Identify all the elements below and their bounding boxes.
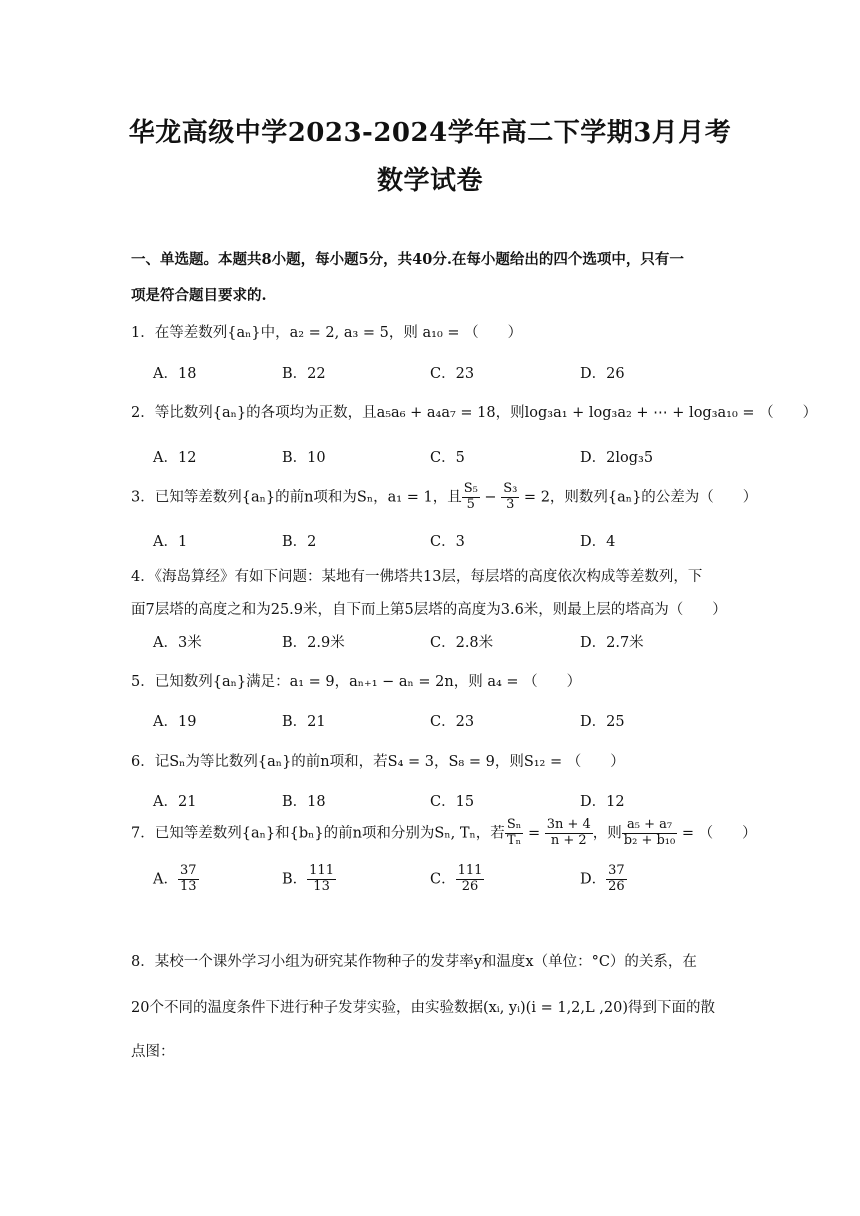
q3-text-pre: 3．已知等差数列{aₙ}的前n项和为Sₙ，a₁ = 1，且 [131, 489, 462, 506]
q2-option-c: C．5 [430, 450, 465, 466]
q7-option-b-num: 111 [309, 863, 334, 878]
q2-option-d: D．2log₃5 [580, 450, 654, 466]
question-8-line2: 20个不同的温度条件下进行种子发芽实验，由实验数据(xᵢ, yᵢ)(i = 1,2,L ,20)得到下面的散 [131, 1000, 715, 1016]
q3-fraction-s3-num: S₃ [503, 481, 518, 496]
q3-fraction-s3-den: 3 [506, 496, 515, 512]
q6-option-a: A．21 [153, 794, 197, 810]
q7-option-c-label: C． [430, 871, 456, 888]
q5-option-b: B．21 [282, 714, 326, 730]
q3-text-post: = 2，则数列{aₙ}的公差为（ ） [519, 489, 758, 506]
q7-option-a-fraction [178, 864, 199, 895]
q7-fraction-target-den: b₂ + b₁₀ [623, 832, 676, 848]
q4-option-b: B．2.9米 [282, 635, 345, 651]
question-4-line1: 4．《海岛算经》有如下问题：某地有一佛塔共13层，每层塔的高度依次构成等差数列，下 [131, 569, 703, 585]
q7-option-c-num: 111 [457, 863, 483, 878]
q1-option-c: C．23 [430, 366, 475, 382]
exam-title-line2: 数学试卷 [376, 166, 483, 196]
question-8-line1: 8．某校一个课外学习小组为研究某作物种子的发芽率y和温度x（单位：°C）的关系，在 [131, 954, 697, 970]
q7-option-d-label: D． [580, 871, 607, 888]
q3-option-d: D．4 [580, 534, 616, 550]
q7-fraction-ratio-num: 3n + 4 [546, 817, 591, 832]
question-5: 5．已知数列{aₙ}满足：a₁ = 9，aₙ₊₁ − aₙ = 2n，则 a₄ = （ ） [131, 674, 582, 690]
q7-fraction-s-over-t-num: Sₙ [506, 817, 522, 832]
q7-option-a [153, 864, 199, 895]
q1-option-a: A．18 [153, 366, 197, 382]
question-7 [131, 818, 757, 849]
q3-minus: − [479, 489, 502, 506]
q3-option-a: A．1 [153, 534, 188, 550]
q2-option-b: B．10 [282, 450, 326, 466]
q7-fraction-ratio-den: n + 2 [550, 832, 587, 848]
q7-option-b-label: B． [282, 871, 308, 888]
q4-option-a: A．3米 [153, 635, 202, 651]
q6-option-c: C．15 [430, 794, 475, 810]
question-2: 2．等比数列{aₙ}的各项均为正数，且a₅a₆ + a₄a₇ = 18，则log₃a₁ + log₃a₂ + ⋯ + log₃a₁₀ = （ ） [131, 405, 818, 421]
q7-fraction-target [622, 818, 677, 849]
q6-option-b: B．18 [282, 794, 326, 810]
question-3 [131, 482, 757, 513]
q5-option-d: D．25 [580, 714, 625, 730]
q6-option-d: D．12 [580, 794, 625, 810]
q7-option-a-label: A． [153, 871, 178, 888]
q3-fraction-s3 [501, 482, 519, 513]
q7-option-b-fraction [307, 864, 336, 895]
q1-option-d: D．26 [580, 366, 625, 382]
q5-option-a: A．19 [153, 714, 197, 730]
q4-option-d: D．2.7米 [580, 635, 644, 651]
q3-fraction-s5-num: S₅ [463, 481, 478, 496]
q4-option-c: C．2.8米 [430, 635, 494, 651]
q7-equals: = [523, 825, 545, 842]
q7-option-a-den: 13 [179, 878, 197, 894]
q7-option-d [580, 864, 627, 895]
q3-option-c: C．3 [430, 534, 465, 550]
q7-option-c [430, 864, 484, 895]
q7-option-c-fraction [456, 864, 485, 895]
question-1: 1．在等差数列{aₙ}中，a₂ = 2, a₃ = 5，则 a₁₀ = （ ） [131, 325, 523, 341]
q3-option-b: B．2 [282, 534, 317, 550]
q7-fraction-s-over-t-den: Tₙ [506, 832, 522, 848]
q7-option-d-den: 26 [608, 878, 625, 894]
exam-title-line1: 华龙高级中学2023-2024学年高二下学期3月月考 [128, 118, 732, 148]
question-4-line2: 面7层塔的高度之和为25.9米，自下而上第5层塔的高度为3.6米，则最上层的塔高为（ ） [131, 602, 727, 618]
q2-option-a: A．12 [153, 450, 197, 466]
question-8-line3: 点图： [131, 1044, 175, 1060]
q7-text-pre: 7．已知等差数列{aₙ}和{bₙ}的前n项和分别为Sₙ, Tₙ，若 [131, 825, 505, 842]
q5-option-c: C．23 [430, 714, 475, 730]
q3-fraction-s5-den: 5 [466, 496, 475, 512]
q7-option-a-num: 37 [179, 863, 197, 878]
section-heading-line1: 一、单选题。本题共8小题，每小题5分，共40分.在每小题给出的四个选项中，只有一 [131, 251, 684, 268]
q7-text-mid: ，则 [592, 825, 622, 842]
q1-option-b: B．22 [282, 366, 326, 382]
q7-option-c-den: 26 [461, 878, 479, 894]
q7-option-b-den: 13 [313, 878, 330, 894]
q7-fraction-s-over-t [505, 818, 524, 849]
q7-text-post: = （ ） [677, 825, 757, 842]
section-heading-line2: 项是符合题目要求的. [131, 287, 267, 304]
question-6: 6．记Sₙ为等比数列{aₙ}的前n项和，若S₄ = 3，S₈ = 9，则S₁₂ = （ ） [131, 754, 625, 770]
q7-fraction-target-num: a₅ + a₇ [622, 818, 677, 834]
q7-fraction-ratio [545, 818, 593, 849]
q7-option-d-num: 37 [608, 863, 625, 878]
q3-fraction-s5 [462, 482, 480, 513]
q7-option-d-fraction [606, 864, 627, 895]
q7-option-b [282, 864, 336, 895]
